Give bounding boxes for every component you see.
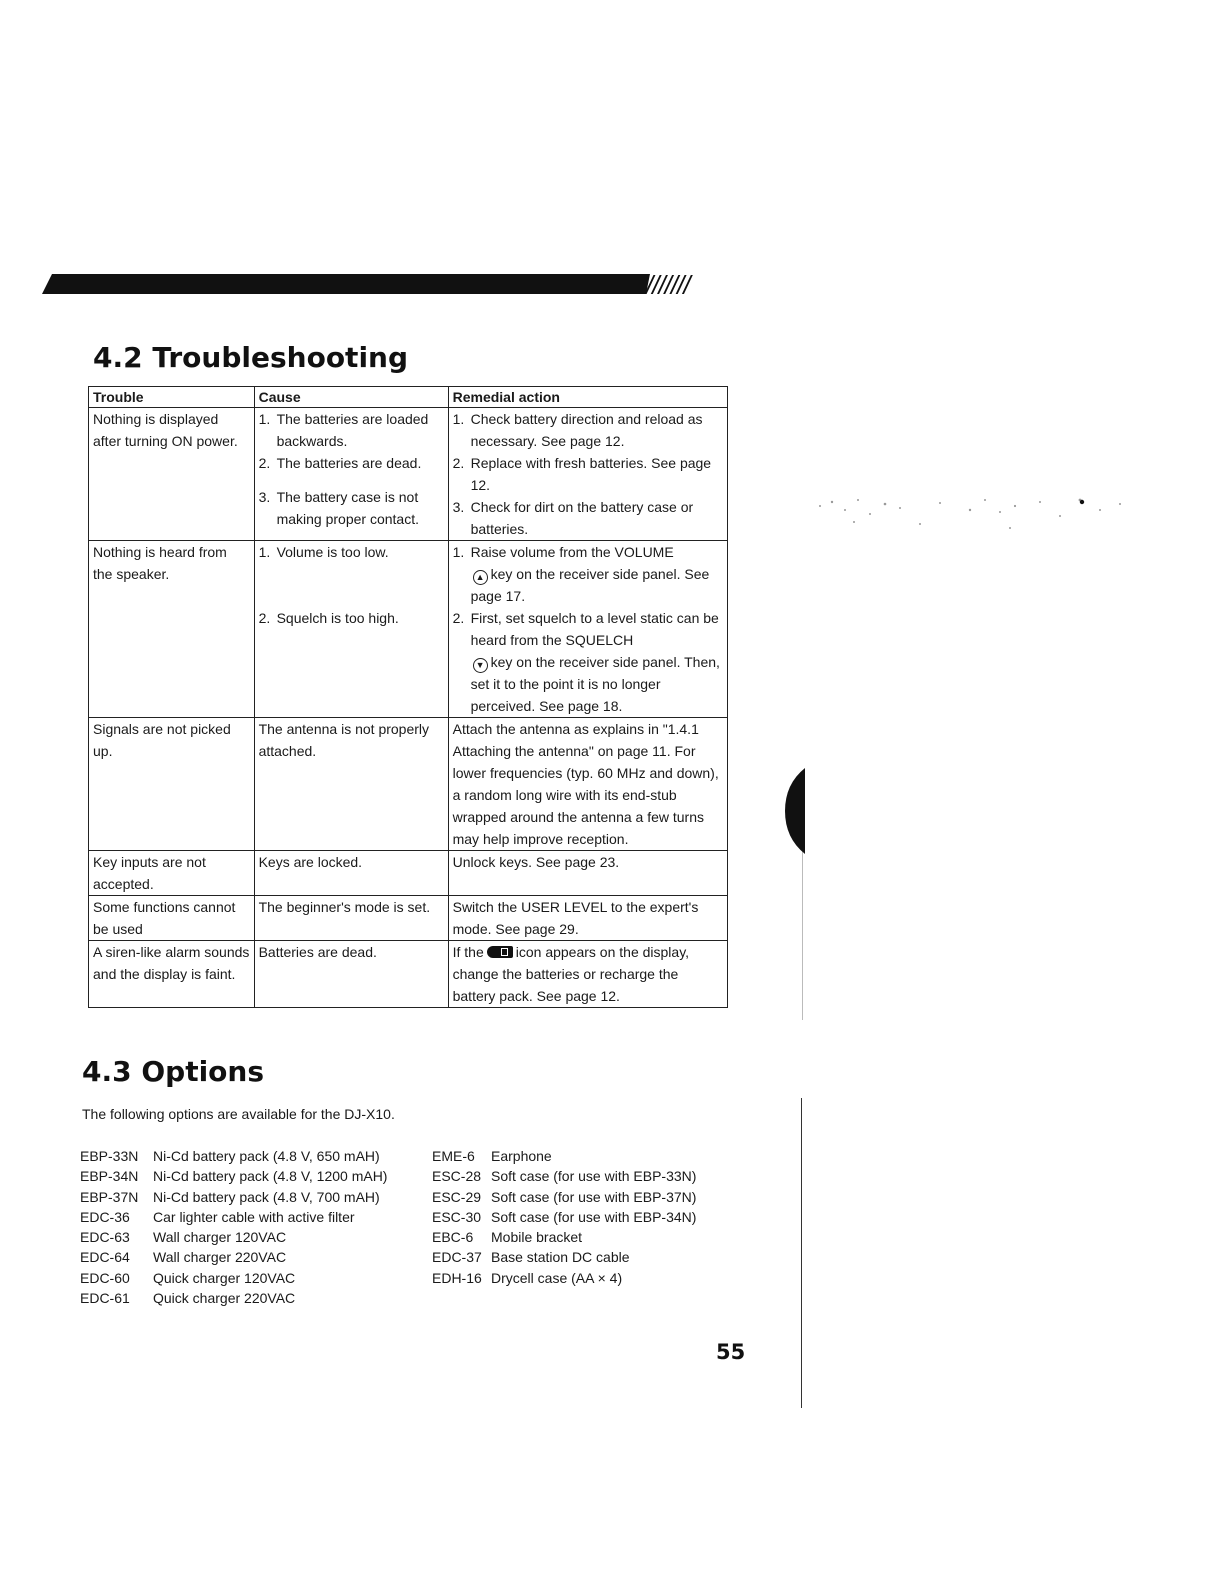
trouble-cell: Signals are not picked up.: [89, 718, 255, 851]
cause-cell: [254, 408, 448, 541]
option-item: [80, 1146, 387, 1166]
option-code: ESC-28: [432, 1168, 482, 1185]
cause-item: 2. Squelch is too high.: [258, 610, 399, 626]
option-item: [80, 1187, 387, 1207]
table-row: [89, 541, 728, 718]
option-description: Earphone: [491, 1148, 552, 1164]
table-row: [89, 718, 728, 851]
option-description: Wall charger 220VAC: [153, 1249, 287, 1266]
option-code: EME-6: [432, 1148, 475, 1164]
option-code: EDC-36: [80, 1208, 130, 1225]
remedy-item: 3. Check for dirt on the battery case or batteries.: [452, 499, 694, 537]
option-code: EDC-61: [80, 1290, 130, 1307]
remedy-cell: If the icon appears on the display, change the batteries or recharge the battery pack. See page 12.: [448, 941, 727, 1008]
cause-cell: Batteries are dead.: [254, 941, 448, 1008]
option-item: [432, 1207, 696, 1227]
cause-item: 3. The battery case is not making proper contact.: [258, 489, 419, 527]
option-item: [80, 1268, 387, 1288]
remedy-item: 2. Replace with fresh batteries. See page 12.: [452, 455, 712, 493]
trouble-cell: Key inputs are not accepted.: [89, 851, 255, 896]
option-item: [80, 1288, 387, 1308]
trouble-cell: Nothing is displayed after turning ON power.: [89, 408, 255, 541]
cause-item: 1. The batteries are loaded backwards.: [258, 411, 429, 449]
cause-cell: [254, 541, 448, 718]
header-trouble: Trouble: [89, 387, 255, 408]
option-description: Wall charger 120VAC: [153, 1229, 287, 1246]
option-item: [80, 1227, 387, 1247]
option-item: [80, 1207, 387, 1227]
option-description: Base station DC cable: [491, 1249, 630, 1266]
volume-up-key-icon: ▲: [473, 570, 488, 585]
option-description: Soft case (for use with EBP-37N): [491, 1188, 697, 1205]
remedy-cell: [448, 541, 727, 718]
option-description: Ni-Cd battery pack (4.8 V, 1200 mAH): [153, 1168, 388, 1185]
option-description: Soft case (for use with EBP-34N): [491, 1208, 697, 1225]
header-cause: Cause: [254, 387, 448, 408]
cause-cell: Keys are locked.: [254, 851, 448, 896]
page-edge-line: [801, 1098, 802, 1408]
option-description: Soft case (for use with EBP-33N): [491, 1168, 697, 1185]
scan-noise: [810, 488, 1150, 548]
table-row: [89, 851, 728, 896]
header-rule-bar: [38, 274, 650, 294]
cause-item: 1. Volume is too low.: [258, 544, 389, 560]
option-code: EBP-37N: [80, 1188, 139, 1205]
options-intro: The following options are available for the DJ-X10.: [82, 1106, 395, 1122]
header-hatch-marks: ///////: [646, 270, 690, 300]
header-remedial-action: Remedial action: [448, 387, 727, 408]
remedy-item: 1. Raise volume from the VOLUME ▲ key on the receiver side panel. See page 17.: [452, 544, 710, 604]
section-title-troubleshooting: 4.2 Troubleshooting: [93, 341, 409, 374]
option-description: Mobile bracket: [491, 1229, 583, 1246]
option-description: Quick charger 120VAC: [153, 1269, 296, 1286]
option-item: [432, 1187, 696, 1207]
option-description: Car lighter cable with active filter: [153, 1208, 355, 1225]
option-description: Quick charger 220VAC: [153, 1290, 296, 1307]
option-item: [432, 1268, 696, 1288]
table-row: [89, 896, 728, 941]
table-row: [89, 941, 728, 1008]
squelch-down-key-icon: ▼: [473, 658, 488, 673]
option-description: Ni-Cd battery pack (4.8 V, 700 mAH): [153, 1188, 380, 1205]
remedy-cell: Attach the antenna as explains in "1.4.1 Attaching the antenna" on page 11. For lower frequencies (typ. 60 MHz and down), a random long wire with its end-stub wrapped around the antenna a few turns may help improve reception.: [448, 718, 727, 851]
trouble-cell: Some functions cannot be used: [89, 896, 255, 941]
option-code: ESC-30: [432, 1208, 482, 1225]
option-item: [432, 1146, 696, 1166]
option-description: Drycell case (AA × 4): [491, 1269, 623, 1286]
battery-icon: [487, 946, 513, 958]
options-list-left: [80, 1146, 387, 1308]
remedy-item: 1. Check battery direction and reload as necessary. See page 12.: [452, 411, 703, 449]
remedy-cell: Switch the USER LEVEL to the expert's mode. See page 29.: [448, 896, 727, 941]
cause-cell: The beginner's mode is set.: [254, 896, 448, 941]
option-code: EBC-6: [432, 1229, 474, 1246]
cause-cell: The antenna is not properly attached.: [254, 718, 448, 851]
table-header-row: [89, 387, 728, 408]
option-code: EDC-60: [80, 1269, 130, 1286]
option-code: ESC-29: [432, 1188, 482, 1205]
thumb-tab-marker: [785, 768, 805, 854]
trouble-cell: Nothing is heard from the speaker.: [89, 541, 255, 718]
option-item: [80, 1166, 387, 1186]
option-item: [80, 1247, 387, 1267]
page-number: 55: [716, 1340, 746, 1364]
troubleshooting-table: [88, 386, 728, 1008]
option-code: EDC-37: [432, 1249, 482, 1266]
option-code: EDC-63: [80, 1229, 130, 1246]
section-title-options: 4.3 Options: [82, 1055, 265, 1088]
remedy-cell: Unlock keys. See page 23.: [448, 851, 727, 896]
options-list-right: [432, 1146, 696, 1288]
option-code: EDH-16: [432, 1269, 482, 1286]
option-code: EDC-64: [80, 1249, 130, 1266]
table-row: [89, 408, 728, 541]
option-item: [432, 1247, 696, 1267]
option-item: [432, 1166, 696, 1186]
option-item: [432, 1227, 696, 1247]
option-code: EBP-33N: [80, 1148, 139, 1164]
option-code: EBP-34N: [80, 1168, 139, 1185]
cause-item: 2. The batteries are dead.: [258, 455, 422, 471]
remedy-item: 2. First, set squelch to a level static can be heard from the SQUELCH ▼ key on the receiver side panel. Then, set it to the point it is no longer perceived. See page 18.: [452, 610, 720, 714]
trouble-cell: A siren-like alarm sounds and the display is faint.: [89, 941, 255, 1008]
option-description: Ni-Cd battery pack (4.8 V, 650 mAH): [153, 1148, 380, 1164]
remedy-cell: [448, 408, 727, 541]
